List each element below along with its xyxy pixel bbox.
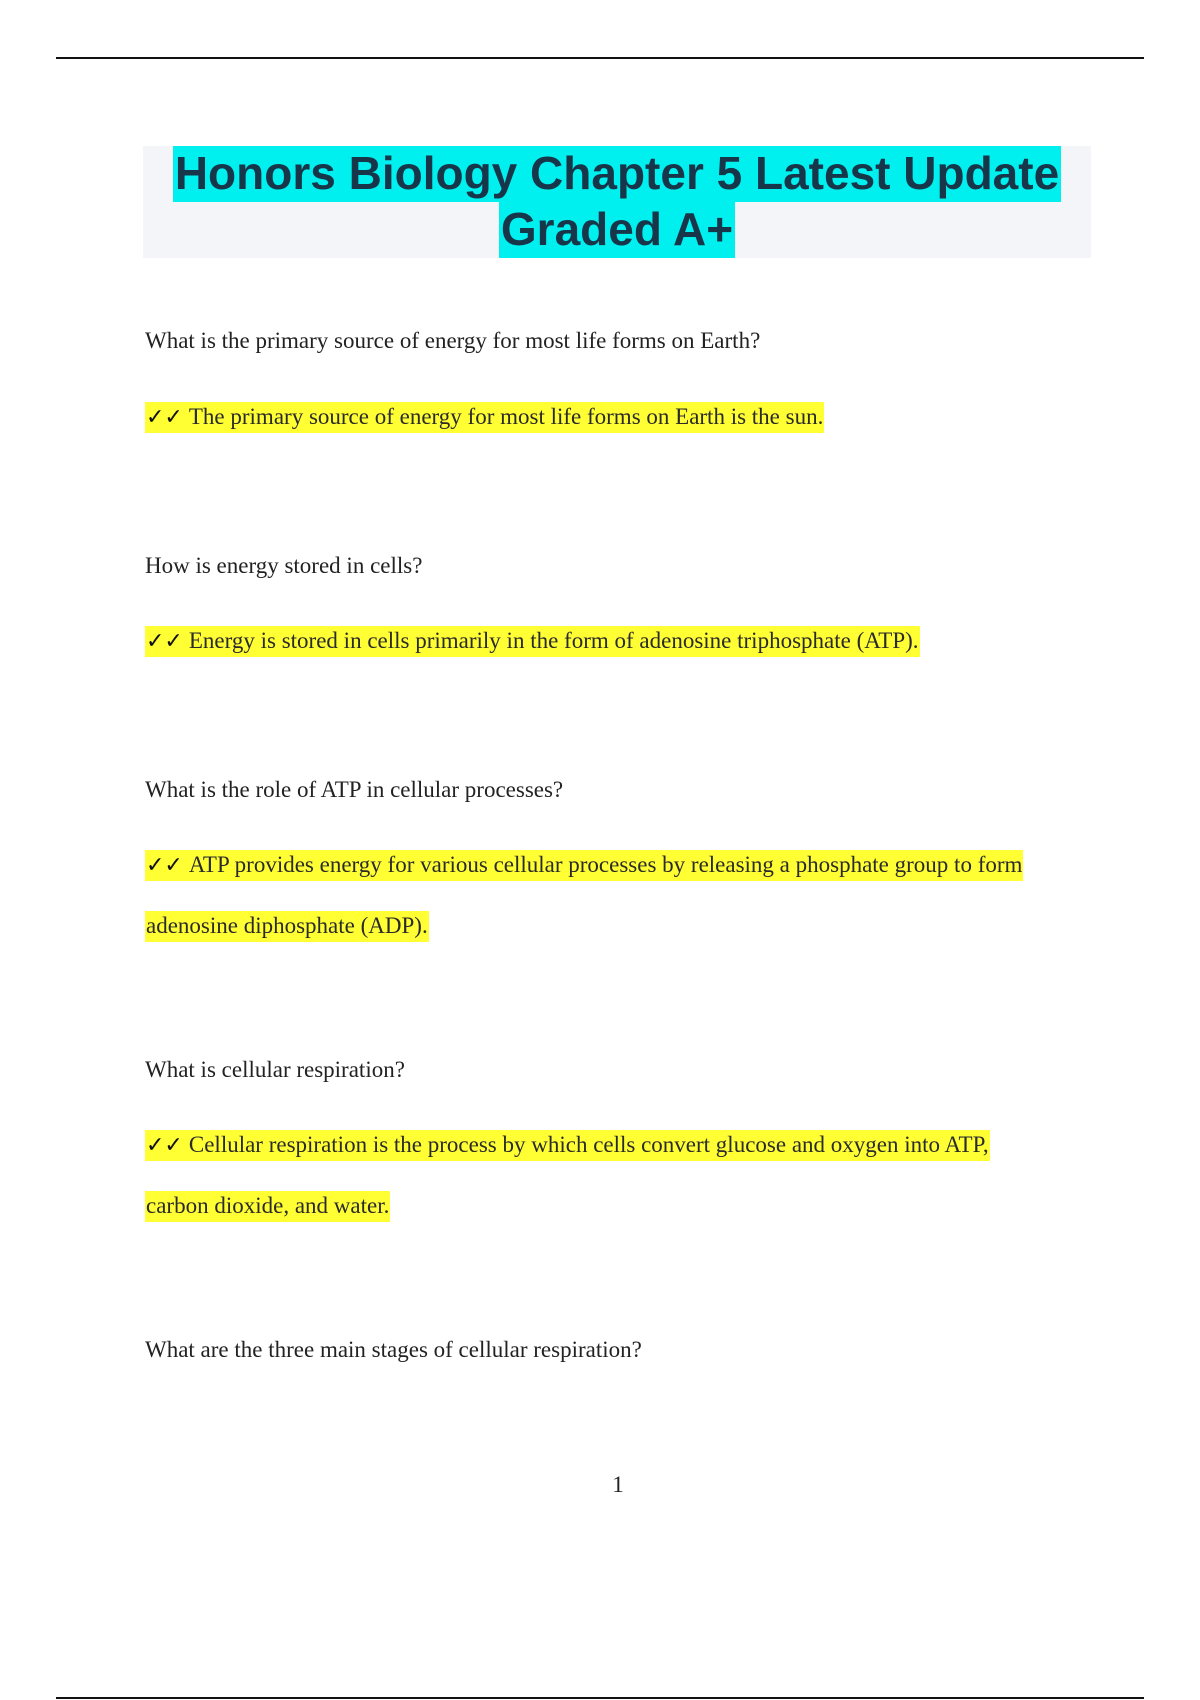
answer-1-line-1: The primary source of energy for most life forms on Earth is the sun. (188, 404, 824, 429)
question-5: What are the three main stages of cellular respiration? (145, 1337, 642, 1362)
double-check-icon: ✓✓ (146, 405, 183, 430)
answer-highlight (145, 402, 824, 433)
answer-3-continuation (145, 913, 429, 939)
answer-1 (145, 404, 824, 430)
document-title (143, 146, 1091, 258)
answer-3-line-1: ATP provides energy for various cellular processes by releasing a phosphate group to form (188, 852, 1023, 877)
answer-3-line-2: adenosine diphosphate (ADP). (145, 911, 429, 942)
double-check-icon: ✓✓ (146, 629, 183, 654)
double-check-icon: ✓✓ (146, 853, 183, 878)
question-3: What is the role of ATP in cellular processes? (145, 777, 564, 802)
footer-rule (56, 1697, 1144, 1699)
answer-4-line-1: Cellular respiration is the process by which cells convert glucose and oxygen into ATP, (188, 1132, 989, 1157)
answer-2-line-1: Energy is stored in cells primarily in the form of adenosine triphosphate (ATP). (188, 628, 919, 653)
question-4: What is cellular respiration? (145, 1057, 405, 1082)
title-line-2: Graded A+ (499, 202, 735, 258)
answer-3 (145, 852, 1023, 878)
question-2: How is energy stored in cells? (145, 553, 423, 578)
title-line-1: Honors Biology Chapter 5 Latest Update (173, 146, 1061, 202)
answer-highlight (145, 850, 1023, 881)
answer-4 (145, 1132, 990, 1158)
page-number: 1 (612, 1472, 624, 1497)
double-check-icon: ✓✓ (146, 1133, 183, 1158)
answer-4-line-2: carbon dioxide, and water. (145, 1191, 390, 1222)
answer-2 (145, 628, 920, 654)
header-rule (56, 57, 1144, 59)
answer-4-continuation (145, 1193, 390, 1219)
answer-highlight (145, 626, 920, 657)
answer-highlight (145, 1130, 990, 1161)
question-1: What is the primary source of energy for most life forms on Earth? (145, 328, 761, 353)
